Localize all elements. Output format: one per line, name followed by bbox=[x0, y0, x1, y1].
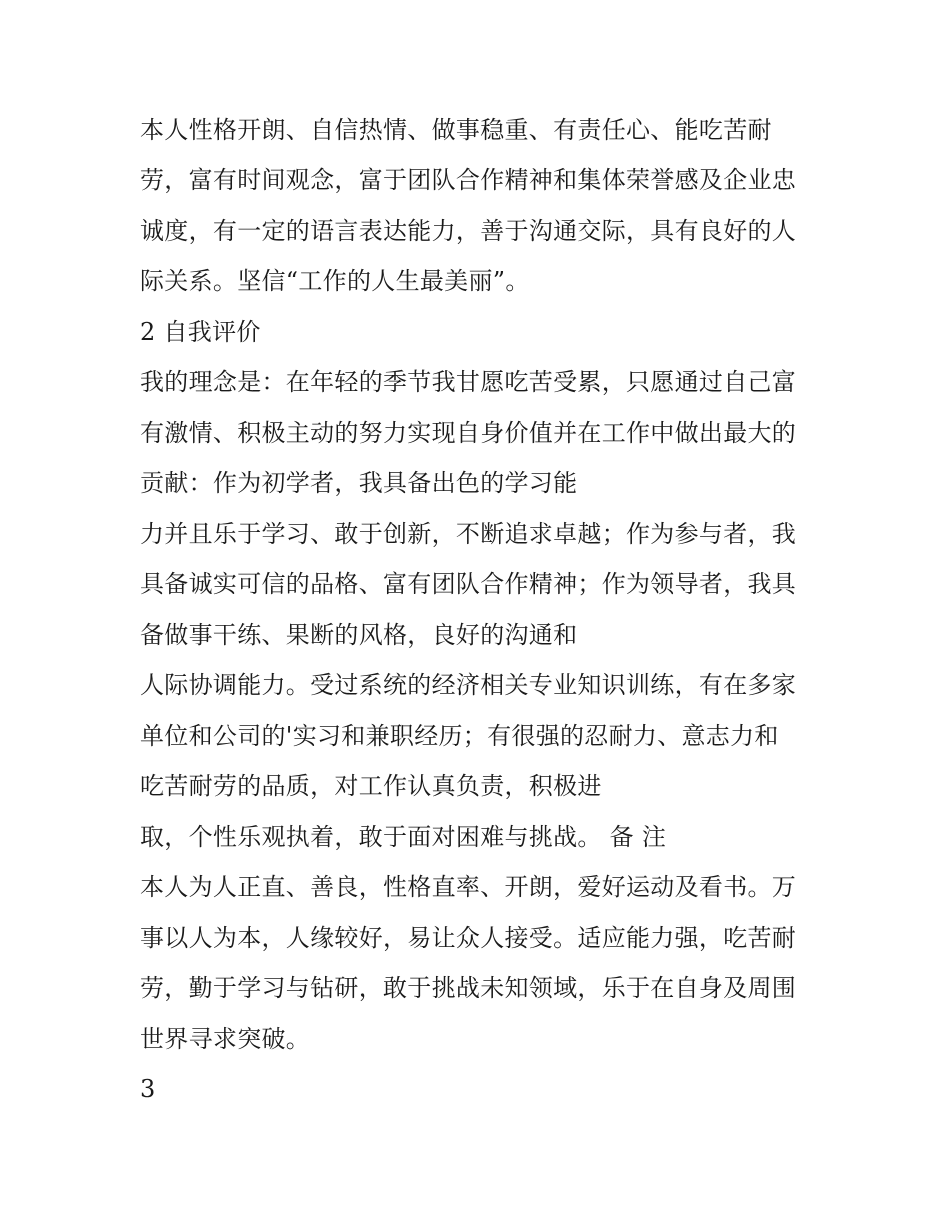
section-number: 3 bbox=[140, 1075, 156, 1103]
paragraph-line: 诚度，有一定的语言表达能力，善于沟通交际，具有良好的人 bbox=[140, 217, 797, 245]
paragraph-line: 具备诚实可信的品格、富有团队合作精神；作为领导者，我具 bbox=[140, 570, 797, 598]
paragraph-line: 人际协调能力。受过系统的经济相关专业知识训练，有在多家 bbox=[140, 671, 797, 699]
paragraph-line: 世界寻求突破。 bbox=[140, 1025, 311, 1053]
paragraph-line: 劳，富有时间观念，富于团队合作精神和集体荣誉感及企业忠 bbox=[140, 166, 797, 194]
section-heading: 2 自我评价 bbox=[140, 318, 261, 346]
paragraph-line: 贡献：作为初学者，我具备出色的学习能 bbox=[140, 469, 578, 497]
paragraph-line: 事以人为本，人缘较好，易让众人接受。适应能力强，吃苦耐 bbox=[140, 924, 797, 952]
paragraph-line: 我的理念是：在年轻的季节我甘愿吃苦受累，只愿通过自己富 bbox=[140, 368, 797, 396]
paragraph-line: 劳，勤于学习与钻研，敢于挑战未知领域，乐于在自身及周围 bbox=[140, 974, 797, 1002]
paragraph-line: 际关系。坚信“工作的人生最美丽”。 bbox=[140, 267, 530, 295]
paragraph-line: 吃苦耐劳的品质，对工作认真负责，积极进 bbox=[140, 772, 602, 800]
paragraph-line: 力并且乐于学习、敢于创新，不断追求卓越；作为参与者，我 bbox=[140, 520, 797, 548]
paragraph-line: 本人性格开朗、自信热情、做事稳重、有责任心、能吃苦耐 bbox=[140, 116, 772, 144]
paragraph-line: 取，个性乐观执着，敢于面对困难与挑战。 备 注 bbox=[140, 823, 667, 851]
paragraph-line: 本人为人正直、善良，性格直率、开朗，爱好运动及看书。万 bbox=[140, 873, 797, 901]
paragraph-line: 单位和公司的'实习和兼职经历；有很强的忍耐力、意志力和 bbox=[140, 722, 779, 750]
paragraph-line: 有激情、积极主动的努力实现自身价值并在工作中做出最大的 bbox=[140, 419, 797, 447]
paragraph-line: 备做事干练、果断的风格，良好的沟通和 bbox=[140, 621, 578, 649]
